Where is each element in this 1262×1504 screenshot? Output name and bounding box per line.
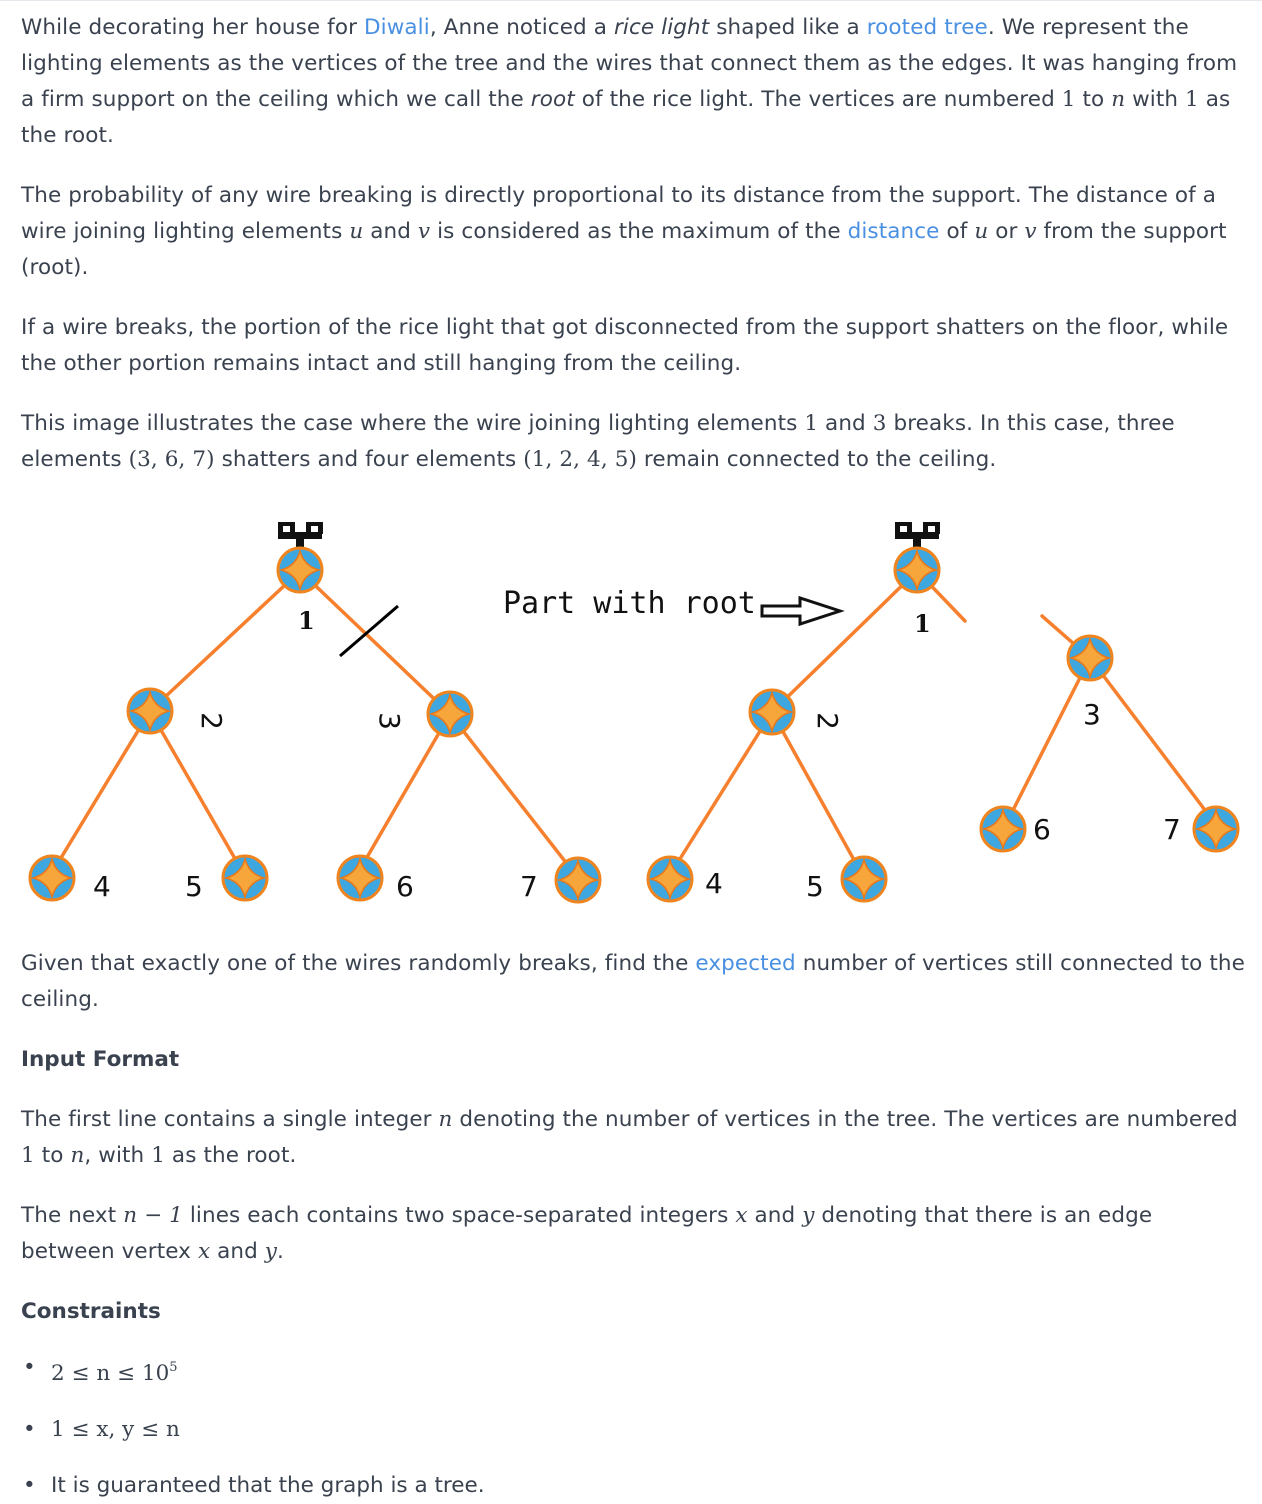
constraint-xy: • 1 ≤ x, y ≤ n <box>21 1412 1246 1448</box>
constraints-heading: Constraints <box>21 1299 161 1324</box>
rooted-tree-link[interactable]: rooted tree <box>866 15 988 40</box>
right-bulb-5 <box>842 857 886 901</box>
left-bulb-4 <box>30 856 74 900</box>
left-label-5: 5 <box>185 870 203 903</box>
left-bulb-3 <box>428 692 472 736</box>
rice-light-figure <box>21 486 1246 946</box>
left-label-4: 4 <box>93 870 111 903</box>
part-with-root-caption: Part with root <box>503 586 756 621</box>
right-arrow-icon <box>762 598 840 624</box>
constraint-tree: • It is guaranteed that the graph is a tree. <box>21 1468 1246 1504</box>
shattered-bulb-3 <box>1068 636 1112 680</box>
bullet-icon: • <box>23 1473 36 1498</box>
intro-paragraph: While decorating her house for Diwali, Anne noticed a rice light shaped like a rooted tree. We represent the lighting elements as the vertices of the tree and the wires that connect them as the edges. It was hanging from a firm support on the ceiling which we call the root of the rice light. The vertices are numbered 1 to n with 1 as the root. <box>21 15 1238 148</box>
expected-link[interactable]: expected <box>695 951 796 976</box>
broken-wire-mark <box>340 606 398 656</box>
input-line-2: The next n − 1 lines each contains two space-separated integers x and y denoting that there is an edge between vertex x and y. <box>21 1203 1153 1264</box>
right-label-2: 2 <box>811 712 844 730</box>
illustration-paragraph: This image illustrates the case where the wire joining lighting elements 1 and 3 breaks. In this case, three elements (3, 6, 7) shatters and four elements (1, 2, 4, 5) remain connected to the ceiling. <box>21 411 1175 472</box>
shattered-bulb-6 <box>981 807 1025 851</box>
question-paragraph: Given that exactly one of the wires randomly breaks, find the expected number of vertices still connected to the ceiling. <box>21 951 1245 1012</box>
left-label-3: 3 <box>373 712 406 730</box>
right-label-7: 7 <box>1163 813 1181 846</box>
left-tree-labels <box>93 606 538 903</box>
right-label-6: 6 <box>1033 813 1051 846</box>
right-bulb-4 <box>648 857 692 901</box>
left-label-1: 1 <box>298 606 315 635</box>
constraint-n: • $2 \le n \le 10^5$ <box>21 1350 1246 1392</box>
diwali-link[interactable]: Diwali <box>363 15 430 40</box>
input-line-1: The first line contains a single integer n denoting the number of vertices in the tree. The vertices are numbered 1 to n, with 1 as the root. <box>21 1107 1238 1168</box>
right-label-5: 5 <box>806 870 824 903</box>
right-label-1: 1 <box>914 609 931 638</box>
break-paragraph: If a wire breaks, the portion of the rice light that got disconnected from the support shatters on the floor, while the other portion remains intact and still hanging from the ceiling. <box>21 315 1229 376</box>
left-label-7: 7 <box>520 870 538 903</box>
right-bulb-1 <box>895 548 939 592</box>
bullet-icon: • <box>23 1355 36 1380</box>
right-label-3: 3 <box>1083 698 1101 731</box>
left-label-2: 2 <box>195 712 228 730</box>
right-label-4: 4 <box>705 867 723 900</box>
left-bulb-1 <box>278 548 322 592</box>
left-bulb-7 <box>556 858 600 902</box>
bullet-icon: • <box>23 1417 36 1442</box>
left-bulb-2 <box>128 689 172 733</box>
left-bulb-5 <box>223 856 267 900</box>
problem-statement <box>21 10 1246 1504</box>
right-bulb-2 <box>750 690 794 734</box>
top-divider <box>0 0 1262 1</box>
input-format-heading: Input Format <box>21 1047 180 1072</box>
probability-paragraph: The probability of any wire breaking is directly proportional to its distance from the support. The distance of a wire joining lighting elements u and v is considered as the maximum of the distance of u or v from the support (root). <box>21 183 1227 280</box>
left-label-6: 6 <box>396 870 414 903</box>
left-bulb-6 <box>338 856 382 900</box>
rice-light-diagram <box>0 486 1262 946</box>
constraints-list <box>21 1350 1246 1504</box>
shattered-bulb-7 <box>1194 807 1238 851</box>
distance-link[interactable]: distance <box>847 219 940 244</box>
